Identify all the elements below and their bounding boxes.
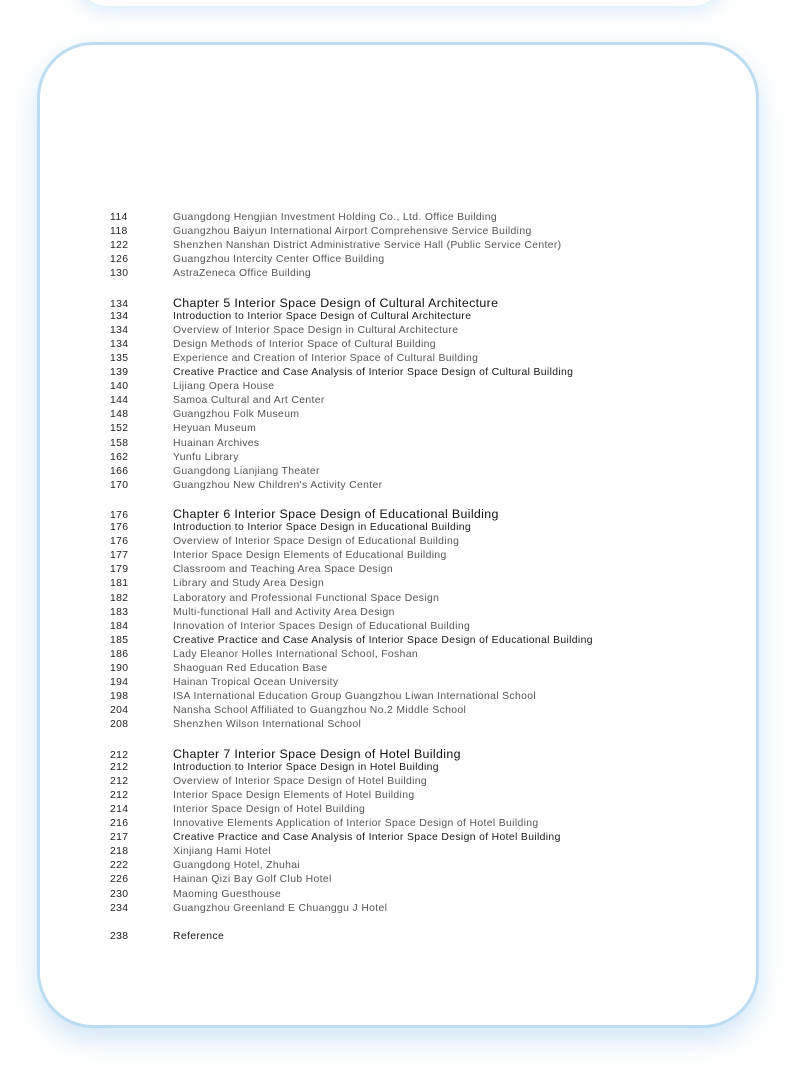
- page-number: 183: [110, 606, 129, 618]
- toc-entry: [110, 606, 730, 620]
- entry-title: Guangzhou Baiyun International Airport Comprehensive Service Building: [173, 226, 532, 238]
- page-number: 135: [110, 352, 129, 364]
- entry-title: Guangdong Lianjiang Theater: [173, 465, 320, 477]
- page-number: 186: [110, 648, 129, 660]
- entry-title: Xinjiang Hami Hotel: [173, 846, 271, 858]
- page-number: 158: [110, 437, 129, 449]
- toc-entry: [110, 577, 730, 591]
- page-number: 198: [110, 691, 129, 703]
- page-number: 134: [110, 298, 129, 310]
- page-number: 212: [110, 761, 129, 773]
- entry-title: Guangzhou New Children's Activity Center: [173, 479, 383, 491]
- page-number: 190: [110, 663, 129, 674]
- entry-title: Guangdong Hotel, Zhuhai: [173, 860, 301, 872]
- toc-entry: [110, 789, 730, 803]
- toc-entry: [110, 676, 730, 690]
- page-number: 126: [110, 254, 129, 266]
- section-title: Creative Practice and Case Analysis of Interior Space Design of Cultural Building: [173, 367, 574, 379]
- page-number: 134: [110, 310, 129, 322]
- entry-title: Maoming Guesthouse: [173, 888, 281, 900]
- page-number: 170: [110, 479, 129, 491]
- entry-title: Guangzhou Greenland E Chuanggu J Hotel: [173, 902, 388, 914]
- toc-entry: [110, 592, 730, 606]
- toc-entry: [110, 690, 730, 704]
- toc-entry: [110, 662, 730, 676]
- toc-entry: [110, 620, 730, 634]
- toc-entry: [110, 718, 730, 732]
- page-number: 238: [110, 930, 129, 942]
- section-heading: [110, 831, 730, 845]
- toc-entry: [110, 394, 730, 408]
- entry-title: Experience and Creation of Interior Space of Cultural Building: [173, 352, 479, 364]
- entry-title: Multi-functional Hall and Activity Area Design: [173, 606, 395, 618]
- entry-title: Huainan Archives: [173, 437, 260, 449]
- entry-title: Yunfu Library: [173, 451, 239, 463]
- entry-title: ISA International Education Group Guangzhou Liwan International School: [173, 691, 537, 703]
- toc-entry: [110, 549, 730, 563]
- toc-entry: [110, 422, 730, 436]
- spacer: [110, 493, 730, 507]
- entry-title: AstraZeneca Office Building: [173, 268, 312, 280]
- chapter-heading: [110, 507, 730, 521]
- entry-title: Shaoguan Red Education Base: [173, 663, 328, 674]
- page-number: 212: [110, 749, 129, 761]
- page-number: 182: [110, 592, 129, 604]
- entry-title: Samoa Cultural and Art Center: [173, 395, 325, 407]
- entry-title: Lijiang Opera House: [173, 381, 275, 393]
- reference-entry: [110, 930, 730, 944]
- toc-entry: [110, 888, 730, 902]
- entry-title: Innovation of Interior Spaces Design of Educational Building: [173, 620, 471, 632]
- chapter-heading: [110, 296, 730, 310]
- table-of-contents: [110, 211, 730, 944]
- toc-entry: [110, 704, 730, 718]
- toc-entry: [110, 902, 730, 916]
- spacer: [110, 732, 730, 746]
- toc-entry: [110, 775, 730, 789]
- page-number: 140: [110, 381, 129, 393]
- page-number: 204: [110, 705, 129, 717]
- spacer: [110, 916, 730, 930]
- page-number: 176: [110, 522, 129, 534]
- toc-entry: [110, 408, 730, 422]
- toc-entry: [110, 437, 730, 451]
- toc-entry: [110, 239, 730, 253]
- chapter-heading: [110, 747, 730, 761]
- page-number: 208: [110, 719, 129, 731]
- toc-entry: [110, 873, 730, 887]
- page-number: 176: [110, 509, 129, 521]
- entry-title: Guangzhou Folk Museum: [173, 409, 300, 421]
- page-number: 230: [110, 888, 129, 900]
- entry-title: Classroom and Teaching Area Space Design: [173, 564, 394, 576]
- page-number: 166: [110, 465, 129, 477]
- toc-entry: [110, 451, 730, 465]
- toc-entry: [110, 225, 730, 239]
- toc-entry: [110, 803, 730, 817]
- entry-title: Shenzhen Nanshan District Administrative Service Hall (Public Service Center): [173, 240, 562, 252]
- page-number: 218: [110, 846, 129, 858]
- section-heading: [110, 366, 730, 380]
- section-heading: [110, 310, 730, 324]
- section-heading: [110, 761, 730, 775]
- toc-entry: [110, 352, 730, 366]
- page-number: 134: [110, 324, 129, 336]
- page-number: 184: [110, 620, 129, 632]
- entry-title: Hainan Qizi Bay Golf Club Hotel: [173, 874, 332, 886]
- page-number: 148: [110, 409, 129, 421]
- page-number: 216: [110, 818, 129, 830]
- page-number: 162: [110, 451, 129, 463]
- page-number: 194: [110, 677, 129, 689]
- toc-entry: [110, 324, 730, 338]
- entry-title: Hainan Tropical Ocean University: [173, 677, 339, 689]
- entry-title: Reference: [173, 930, 225, 942]
- toc-entry: [110, 253, 730, 267]
- entry-title: Lady Eleanor Holles International School, Foshan: [173, 648, 418, 660]
- entry-title: Guangdong Hengjian Investment Holding Co., Ltd. Office Building: [173, 212, 497, 223]
- entry-title: Heyuan Museum: [173, 423, 257, 435]
- page-number: 144: [110, 395, 129, 407]
- toc-entry: [110, 479, 730, 493]
- page-number: 181: [110, 578, 129, 590]
- previous-page-edge: [70, 0, 730, 6]
- toc-entry: [110, 535, 730, 549]
- section-title: Creative Practice and Case Analysis of Interior Space Design of Hotel Building: [173, 832, 561, 844]
- entry-title: Library and Study Area Design: [173, 578, 325, 590]
- section-title: Introduction to Interior Space Design in Educational Building: [173, 522, 472, 534]
- toc-entry: [110, 845, 730, 859]
- entry-title: Overview of Interior Space Design of Educational Building: [173, 536, 460, 548]
- section-heading: [110, 634, 730, 648]
- toc-entry: [110, 338, 730, 352]
- section-heading: [110, 521, 730, 535]
- section-title: Introduction to Interior Space Design in Hotel Building: [173, 761, 439, 773]
- entry-title: Interior Space Design Elements of Educational Building: [173, 550, 447, 562]
- entry-title: Interior Space Design of Hotel Building: [173, 803, 366, 815]
- page-number: 177: [110, 550, 129, 562]
- toc-entry: [110, 267, 730, 281]
- page-number: 130: [110, 268, 129, 280]
- page-number: 114: [110, 212, 128, 223]
- page-number: 139: [110, 367, 129, 379]
- entry-title: Laboratory and Professional Functional Space Design: [173, 592, 440, 604]
- page-number: 214: [110, 803, 129, 815]
- toc-entry: [110, 465, 730, 479]
- entry-title: Guangzhou Intercity Center Office Building: [173, 254, 385, 266]
- entry-title: Nansha School Affiliated to Guangzhou No.2 Middle School: [173, 705, 467, 717]
- toc-entry: [110, 380, 730, 394]
- entry-title: Shenzhen Wilson International School: [173, 719, 362, 731]
- chapter-title: Chapter 6 Interior Space Design of Educational Building: [173, 506, 499, 521]
- toc-entry: [110, 859, 730, 873]
- chapter-title: Chapter 7 Interior Space Design of Hotel Building: [173, 746, 461, 761]
- section-title: Creative Practice and Case Analysis of Interior Space Design of Educational Building: [173, 634, 593, 646]
- page-number: 118: [110, 226, 128, 238]
- page-number: 217: [110, 832, 129, 844]
- entry-title: Design Methods of Interior Space of Cultural Building: [173, 338, 436, 350]
- chapter-title: Chapter 5 Interior Space Design of Cultural Architecture: [173, 295, 499, 310]
- section-title: Introduction to Interior Space Design of Cultural Architecture: [173, 310, 472, 322]
- page-number: 185: [110, 634, 129, 646]
- page-number: 176: [110, 536, 129, 548]
- page-number: 212: [110, 775, 129, 787]
- page-number: 212: [110, 789, 129, 801]
- entry-title: Interior Space Design Elements of Hotel Building: [173, 789, 415, 801]
- page-number: 122: [110, 240, 129, 252]
- toc-entry: [110, 817, 730, 831]
- page-number: 234: [110, 902, 129, 914]
- page-number: 152: [110, 423, 129, 435]
- toc-entry: [110, 211, 730, 225]
- toc-page: [37, 42, 759, 1028]
- toc-entry: [110, 563, 730, 577]
- entry-title: Overview of Interior Space Design of Hotel Building: [173, 775, 428, 787]
- page-number: 134: [110, 338, 129, 350]
- page-number: 222: [110, 860, 129, 872]
- page-number: 226: [110, 874, 129, 886]
- entry-title: Overview of Interior Space Design in Cultural Architecture: [173, 324, 459, 336]
- entry-title: Innovative Elements Application of Interior Space Design of Hotel Building: [173, 818, 539, 830]
- page-number: 179: [110, 564, 129, 576]
- toc-entry: [110, 648, 730, 662]
- spacer: [110, 281, 730, 295]
